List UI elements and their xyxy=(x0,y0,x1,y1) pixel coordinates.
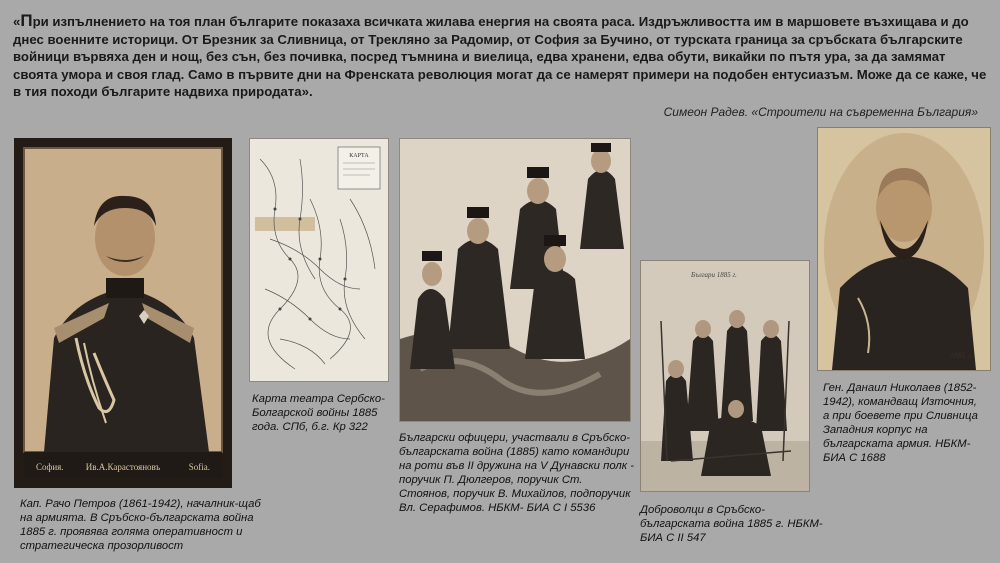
caption-war-map: Карта театра Сербско-Болгарской войны 1885 года. СПб, б.г. Кр 322 xyxy=(252,393,385,433)
photo-volunteers xyxy=(640,260,810,492)
quote-open-mark: « xyxy=(13,14,21,29)
photo-war-map xyxy=(249,138,389,382)
petrov-studio-left: София. xyxy=(36,462,64,472)
nikolaev-inscription: 1881 г. xyxy=(950,351,974,360)
photo-racho-petrov xyxy=(14,138,232,488)
quote-body: ри изпълнението на тоя план българите показаха всичката жилава енергия на своята раса. Издръжливостта им в маршовете възхищава и до днес военните историци. От Брезник за Сливница, от Трекляно за Радомир, от София за Бучино, от турската граница за сръбската българските войници вървяха ден и нощ, без сън, без почивка, посред тъмнина и виелица, едва хранени, едва обути, викайки по пътя ура, за да замямат своята умора и своя глад. Само в първите дни на Френската революция могат да се намерят примери на подобен ентусиазъм. Може да се каже, че в тия походи българите надвиха природата». xyxy=(13,14,987,100)
quote-drop-letter: П xyxy=(20,11,33,30)
photo-officers xyxy=(399,138,631,422)
caption-volunteers: Доброволци в Сръбско-българската война 1885 г. НБКМ-БИА С II 547 xyxy=(640,504,823,544)
quote-text xyxy=(13,12,988,101)
caption-officers: Български офицери, участвали в Сръбско-българската война (1885) като командири на роти във II дружина на V Дунавски полк - поручик П. Дюлгеров, поручик Ст. Стоянов, поручик В. Михайлов, подпоручик Вл. Серафимов. НБКМ- БИА С I 5536 xyxy=(399,432,634,514)
caption-racho-petrov: Кап. Рачо Петров (1861-1942), началник-щаб на армията. В Сръбско-българската война 1885 г. проявява голяма оперативност и стратегическа прозорливост xyxy=(20,498,261,552)
caption-danail-nikolaev: Ген. Данаил Николаев (1852-1942), командващ Източния, а при боевете при Сливница Западния корпус на българската армия. НБКМ-БИА С 1688 xyxy=(823,382,978,464)
petrov-studio-center: Ив.А.Карастояновъ xyxy=(85,462,161,472)
petrov-studio-right: Sofia. xyxy=(188,462,210,472)
volunteers-inscription: Българи 1885 г. xyxy=(691,271,737,279)
photo-danail-nikolaev xyxy=(817,127,991,371)
map-title: КАРТА xyxy=(349,153,369,159)
quote-source: Симеон Радев. «Строители на съвременна България» xyxy=(663,105,978,119)
